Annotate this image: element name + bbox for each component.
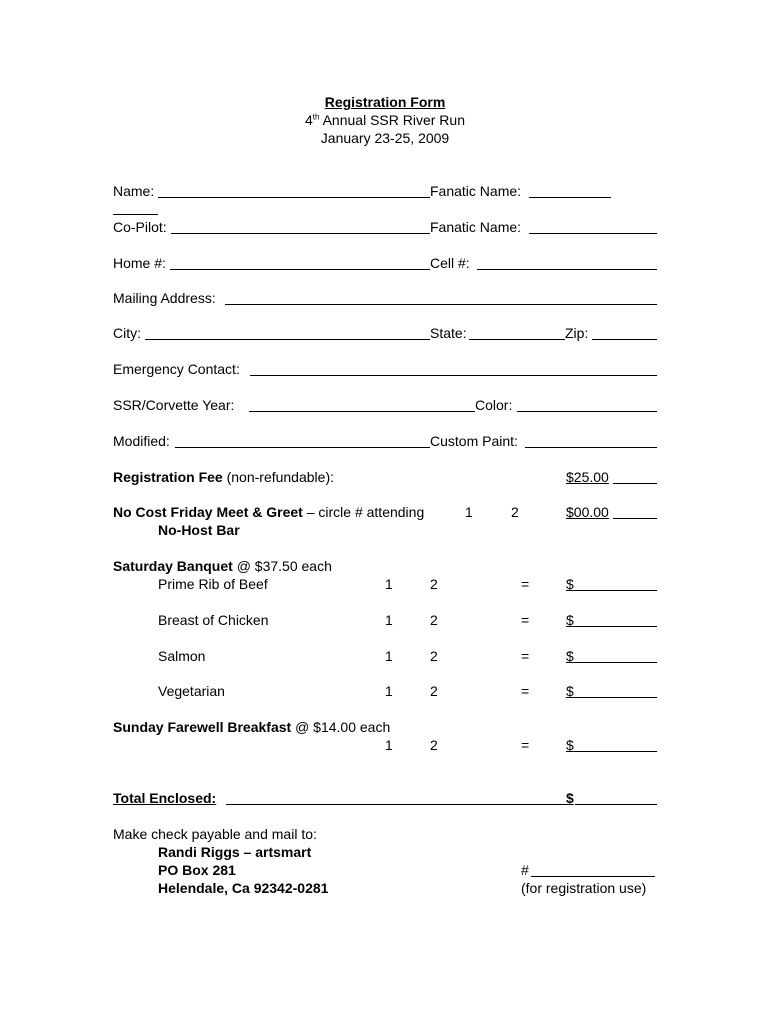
meal-name: Salmon (158, 648, 206, 664)
saturday-row (113, 558, 332, 575)
meal-name: Breast of Chicken (158, 612, 269, 628)
registration-fee-amount: $25.00 (566, 469, 609, 485)
meal-option-2[interactable]: 2 (430, 612, 438, 628)
registration-number-field[interactable] (531, 876, 655, 877)
registration-use-note: (for registration use) (521, 880, 647, 896)
meal-equals: = (521, 612, 530, 628)
meal-option-1[interactable]: 1 (385, 648, 393, 664)
registration-fee-note: (non-refundable): (222, 469, 334, 485)
event-name: Annual SSR River Run (319, 112, 465, 128)
state-field[interactable] (469, 339, 565, 340)
friday-label: No Cost Friday Meet & Greet (113, 504, 303, 520)
event-ordinal-suffix: th (312, 112, 320, 122)
meal-amount-field[interactable] (574, 662, 657, 663)
home-phone-field[interactable] (170, 269, 430, 270)
event-title (0, 112, 770, 129)
mailing-address-label: Mailing Address: (113, 290, 216, 306)
registration-number-hash: # (521, 862, 529, 878)
friday-row (113, 504, 424, 521)
total-dollar: $ (566, 790, 574, 806)
sunday-dollar: $ (566, 737, 574, 753)
co-pilot-label: Co-Pilot: (113, 219, 167, 235)
friday-option-1[interactable]: 1 (465, 504, 473, 520)
city-field[interactable] (145, 339, 430, 340)
mail-city-zip: Helendale, Ca 92342-0281 (158, 880, 329, 896)
meal-equals: = (521, 576, 530, 592)
modified-label: Modified: (113, 433, 170, 449)
meal-dollar: $ (566, 612, 574, 628)
meal-amount-field[interactable] (574, 590, 657, 591)
registration-fee-row (113, 469, 334, 486)
total-amount-field[interactable] (575, 804, 657, 805)
meal-option-1[interactable]: 1 (385, 576, 393, 592)
meal-option-2[interactable]: 2 (430, 683, 438, 699)
meal-amount-field[interactable] (574, 626, 657, 627)
meal-option-2[interactable]: 2 (430, 648, 438, 664)
zip-field[interactable] (592, 339, 657, 340)
mail-po-box: PO Box 281 (158, 862, 236, 878)
registration-fee-label: Registration Fee (113, 469, 223, 485)
zip-label: Zip: (565, 325, 589, 341)
ssr-year-label: SSR/Corvette Year: (113, 397, 235, 413)
meal-option-2[interactable]: 2 (430, 576, 438, 592)
total-enclosed-label: Total Enclosed: (113, 790, 217, 806)
meal-dollar: $ (566, 576, 574, 592)
mailing-address-field[interactable] (225, 304, 657, 305)
event-ordinal-number: 4 (305, 112, 313, 128)
sunday-option-1[interactable]: 1 (385, 737, 393, 753)
meal-name: Vegetarian (158, 683, 225, 699)
emergency-contact-field[interactable] (250, 375, 657, 376)
meal-option-1[interactable]: 1 (385, 612, 393, 628)
no-host-bar: No-Host Bar (158, 522, 240, 538)
sunday-price: @ $14.00 each (291, 719, 391, 735)
meal-name: Prime Rib of Beef (158, 576, 268, 592)
sunday-label: Sunday Farewell Breakfast (113, 719, 292, 735)
fanatic-name-field-1-cont[interactable] (113, 214, 158, 215)
mail-instructions: Make check payable and mail to: (113, 826, 317, 842)
fanatic-name-field-2[interactable] (529, 233, 657, 234)
state-label: State: (430, 325, 467, 341)
saturday-price: @ $37.50 each (232, 558, 332, 574)
sunday-row (113, 719, 390, 736)
emergency-contact-label: Emergency Contact: (113, 361, 240, 377)
cell-phone-label: Cell #: (430, 255, 470, 271)
friday-amount-underline (613, 518, 657, 519)
meal-dollar: $ (566, 683, 574, 699)
friday-option-2[interactable]: 2 (511, 504, 519, 520)
home-phone-label: Home #: (113, 255, 166, 271)
meal-dollar: $ (566, 648, 574, 664)
saturday-label: Saturday Banquet (113, 558, 233, 574)
registration-fee-underline (613, 483, 657, 484)
meal-option-1[interactable]: 1 (385, 683, 393, 699)
color-label: Color: (475, 397, 513, 413)
fanatic-name-label-2: Fanatic Name: (430, 219, 522, 235)
sunday-equals: = (521, 737, 530, 753)
name-field[interactable] (158, 197, 430, 198)
cell-phone-field[interactable] (477, 269, 657, 270)
fanatic-name-field-1[interactable] (529, 197, 611, 198)
sunday-amount-field[interactable] (574, 751, 657, 752)
custom-paint-field[interactable] (525, 447, 657, 448)
city-label: City: (113, 325, 141, 341)
co-pilot-field[interactable] (171, 233, 430, 234)
form-title: Registration Form (324, 94, 446, 110)
fanatic-name-label-1: Fanatic Name: (430, 183, 522, 199)
friday-amount: $00.00 (566, 504, 609, 520)
mail-recipient: Randi Riggs – artsmart (158, 844, 312, 860)
friday-note: – circle # attending (302, 504, 425, 520)
meal-amount-field[interactable] (574, 697, 657, 698)
custom-paint-label: Custom Paint: (430, 433, 518, 449)
ssr-year-field[interactable] (249, 411, 475, 412)
name-label: Name: (113, 183, 155, 199)
color-field[interactable] (517, 411, 657, 412)
sunday-option-2[interactable]: 2 (430, 737, 438, 753)
meal-equals: = (521, 683, 530, 699)
modified-field[interactable] (175, 447, 430, 448)
total-enclosed-underline (226, 804, 566, 805)
meal-equals: = (521, 648, 530, 664)
event-dates: January 23-25, 2009 (320, 130, 450, 146)
